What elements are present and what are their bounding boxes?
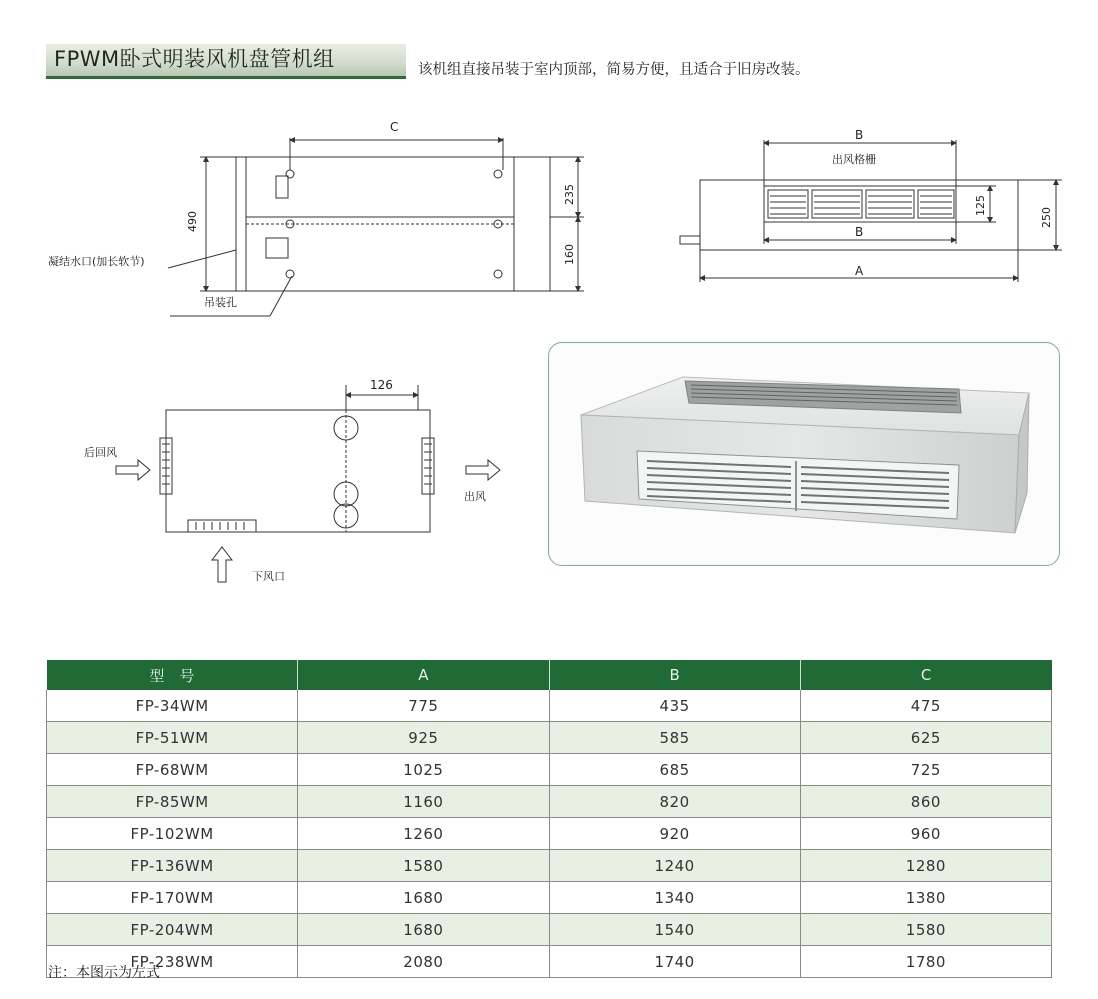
cell-c: 725: [800, 754, 1051, 786]
airflow-view-drawing: [116, 385, 500, 582]
page-subtitle: 该机组直接吊装于室内顶部，简易方便，且适合于旧房改装。: [418, 62, 810, 78]
page-title: FPWM卧式明装风机盘管机组: [54, 47, 335, 71]
table-row: [47, 722, 1052, 754]
header-c: C: [800, 660, 1051, 690]
label-c: C: [390, 120, 399, 134]
cell-model: FP-85WM: [47, 786, 298, 818]
top-view-drawing: [168, 138, 584, 316]
table-row: [47, 690, 1052, 722]
cell-b: 920: [549, 818, 800, 850]
cell-a: 775: [298, 690, 549, 722]
cell-model: FP-170WM: [47, 882, 298, 914]
cell-model: FP-68WM: [47, 754, 298, 786]
label-bottom-inlet: 下风口: [252, 570, 285, 583]
header-a: A: [298, 660, 549, 690]
cell-model: FP-51WM: [47, 722, 298, 754]
table-row: [47, 850, 1052, 882]
cell-c: 860: [800, 786, 1051, 818]
cell-b: 1740: [549, 946, 800, 978]
table-row: [47, 946, 1052, 978]
label-160: 160: [563, 244, 576, 265]
label-outlet-grille: 出风格栅: [832, 153, 876, 166]
header-b: B: [549, 660, 800, 690]
label-250: 250: [1040, 207, 1053, 228]
cell-a: 1580: [298, 850, 549, 882]
label-126: 126: [370, 378, 393, 392]
header-model: 型 号: [47, 660, 298, 690]
cell-model: FP-102WM: [47, 818, 298, 850]
cell-a: 925: [298, 722, 549, 754]
label-rear-return: 后回风: [84, 446, 117, 459]
product-illustration: [549, 343, 1059, 565]
table-row: [47, 754, 1052, 786]
cell-a: 1680: [298, 882, 549, 914]
cell-c: 475: [800, 690, 1051, 722]
product-photo-frame: [548, 342, 1060, 566]
label-hanging-hole: 吊装孔: [204, 296, 237, 309]
cell-b: 435: [549, 690, 800, 722]
cell-model: FP-204WM: [47, 914, 298, 946]
cell-model: FP-238WM: [47, 946, 298, 978]
cell-model: FP-34WM: [47, 690, 298, 722]
cell-a: 1025: [298, 754, 549, 786]
cell-b: 1240: [549, 850, 800, 882]
table-row: [47, 786, 1052, 818]
cell-c: 1580: [800, 914, 1051, 946]
cell-c: 1380: [800, 882, 1051, 914]
table-row: [47, 882, 1052, 914]
cell-b: 585: [549, 722, 800, 754]
spec-table: [46, 660, 1052, 978]
cell-c: 1780: [800, 946, 1051, 978]
cell-b: 1340: [549, 882, 800, 914]
cell-a: 1160: [298, 786, 549, 818]
cell-a: 1260: [298, 818, 549, 850]
cell-a: 1680: [298, 914, 549, 946]
cell-model: FP-136WM: [47, 850, 298, 882]
cell-c: 625: [800, 722, 1051, 754]
cell-b: 820: [549, 786, 800, 818]
table-row: [47, 914, 1052, 946]
footnote: 注：本图示为左式: [48, 965, 160, 981]
cell-c: 1280: [800, 850, 1051, 882]
label-125: 125: [974, 195, 987, 216]
label-b-top: B: [855, 128, 864, 142]
cell-c: 960: [800, 818, 1051, 850]
label-air-out: 出风: [464, 490, 486, 503]
table-header-row: [47, 660, 1052, 690]
cell-b: 685: [549, 754, 800, 786]
cell-a: 2080: [298, 946, 549, 978]
label-a: A: [855, 264, 864, 278]
label-b-bottom: B: [855, 225, 864, 239]
label-490: 490: [186, 211, 199, 232]
label-235: 235: [563, 184, 576, 205]
table-row: [47, 818, 1052, 850]
cell-b: 1540: [549, 914, 800, 946]
label-drain: 凝结水口(加长软节): [48, 255, 145, 268]
